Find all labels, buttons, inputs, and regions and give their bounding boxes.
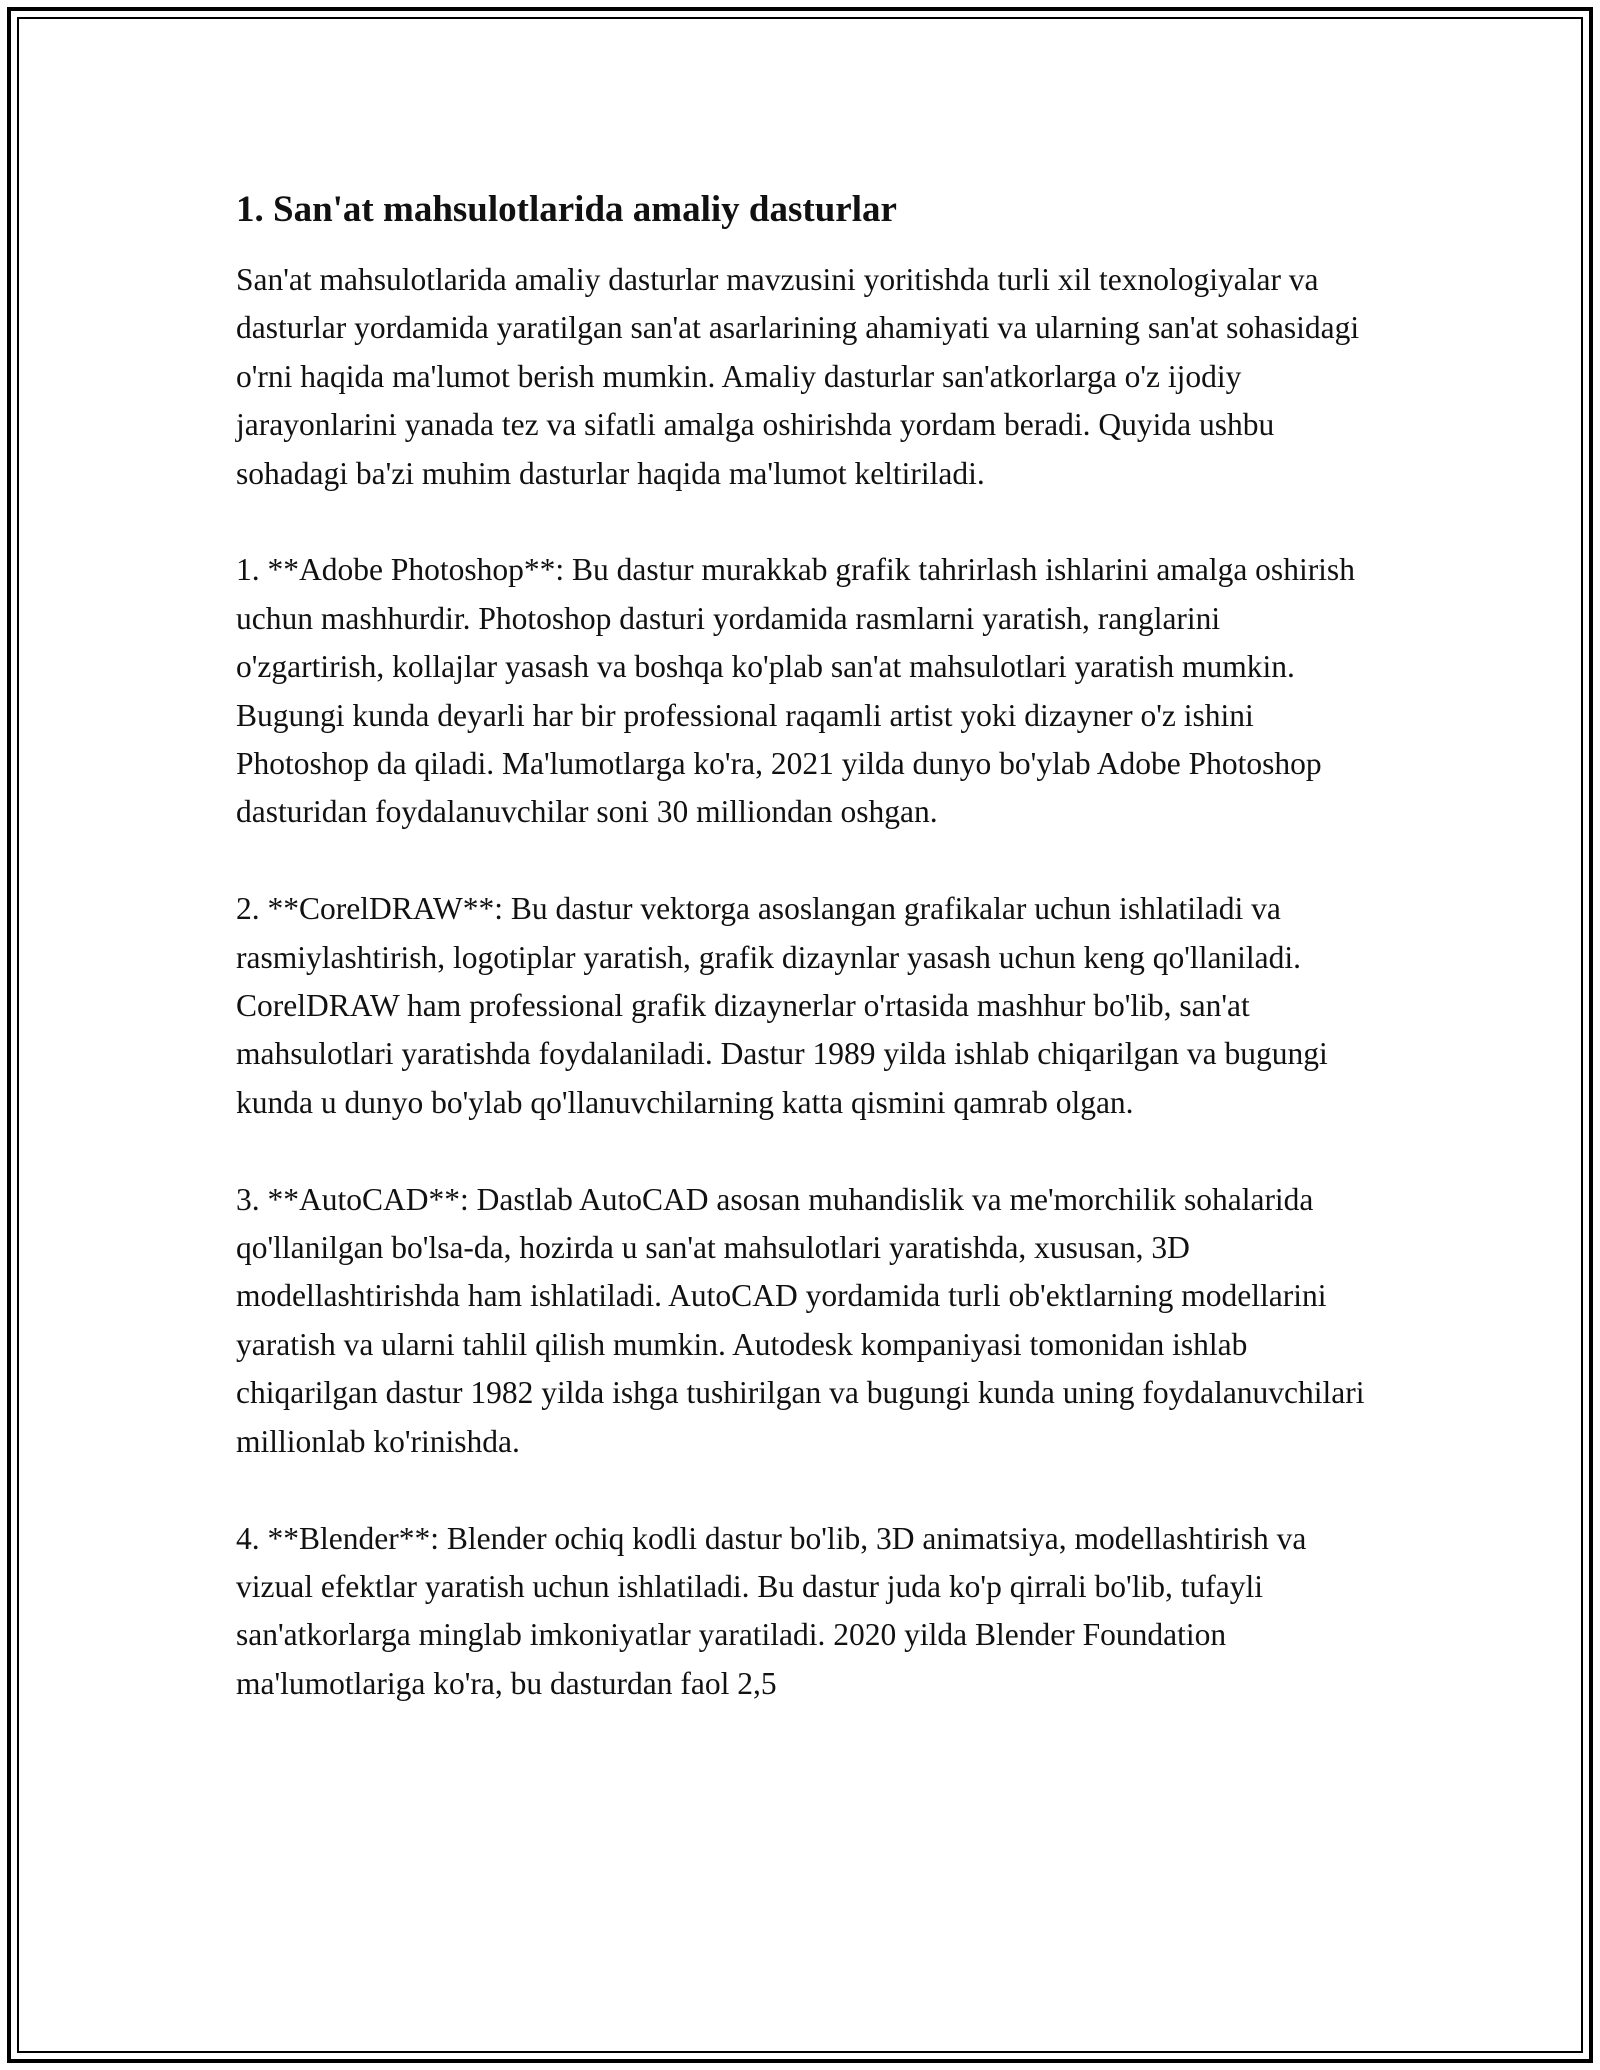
- photoshop-paragraph: 1. **Adobe Photoshop**: Bu dastur murakkab grafik tahrirlash ishlarini amalga oshirish uchun mashhurdir. Photoshop dasturi yordamida rasmlarni yaratish, ranglarini o'zgartirish, kollajlar yasash va boshqa ko'plab san'at mahsulotlari yaratish mumkin. Bugungi kunda deyarli har bir professional raqamli artist yoki dizayner o'z ishini Photoshop da qiladi. Ma'lumotlarga ko'ra, 2021 yilda dunyo bo'ylab Adobe Photoshop dasturidan foydalanuvchilar soni 30 milliondan oshgan.: [236, 552, 1355, 830]
- autocad-paragraph: 3. **AutoCAD**: Dastlab AutoCAD asosan muhandislik va me'morchilik sohalarida qo'llanilgan bo'lsa-da, hozirda u san'at mahsulotlari yaratishda, xususan, 3D modellashtirishda ham ishlatiladi. AutoCAD yordamida turli ob'ektlarning modellarini yaratish va ularni tahlil qilish mumkin. Autodesk kompaniyasi tomonidan ishlab chiqarilgan dastur 1982 yilda ishga tushirilgan va bugungi kunda uning foydalanuvchilari millionlab ko'rinishda.: [236, 1181, 1365, 1459]
- blender-paragraph: 4. **Blender**: Blender ochiq kodli dastur bo'lib, 3D animatsiya, modellashtirish va vizual efektlar yaratish uchun ishlatiladi. Bu dastur juda ko'p qirrali bo'lib, tufayli san'atkorlarga minglab imkoniyatlar yaratiladi. 2020 yilda Blender Foundation ma'lumotlariga ko'ra, bu dasturdan faol 2,5: [236, 1520, 1307, 1701]
- section-title: 1. San'at mahsulotlarida amaliy dasturlar: [236, 189, 897, 230]
- intro-paragraph: San'at mahsulotlarida amaliy dasturlar mavzusini yoritishda turli xil texnologiyalar va dasturlar yordamida yaratilgan san'at asarlarining ahamiyati va ularning san'at sohasidagi o'rni haqida ma'lumot berish mumkin. Amaliy dasturlar san'atkorlarga o'z ijodiy jarayonlarini yanada tez va sifatli amalga oshirishda yordam beradi. Quyida ushbu sohadagi ba'zi muhim dasturlar haqida ma'lumot keltiriladi.: [236, 262, 1360, 491]
- coreldraw-paragraph: 2. **CorelDRAW**: Bu dastur vektorga asoslangan grafikalar uchun ishlatiladi va rasmiylashtirish, logotiplar yaratish, grafik dizaynlar yasash uchun keng qo'llaniladi. CorelDRAW ham professional grafik dizaynerlar o'rtasida mashhur bo'lib, san'at mahsulotlari yaratishda foydalaniladi. Dastur 1989 yilda ishlab chiqarilgan va bugungi kunda u dunyo bo'ylab qo'llanuvchilarning katta qismini qamrab olgan.: [236, 891, 1328, 1120]
- document-body: [236, 186, 1376, 1708]
